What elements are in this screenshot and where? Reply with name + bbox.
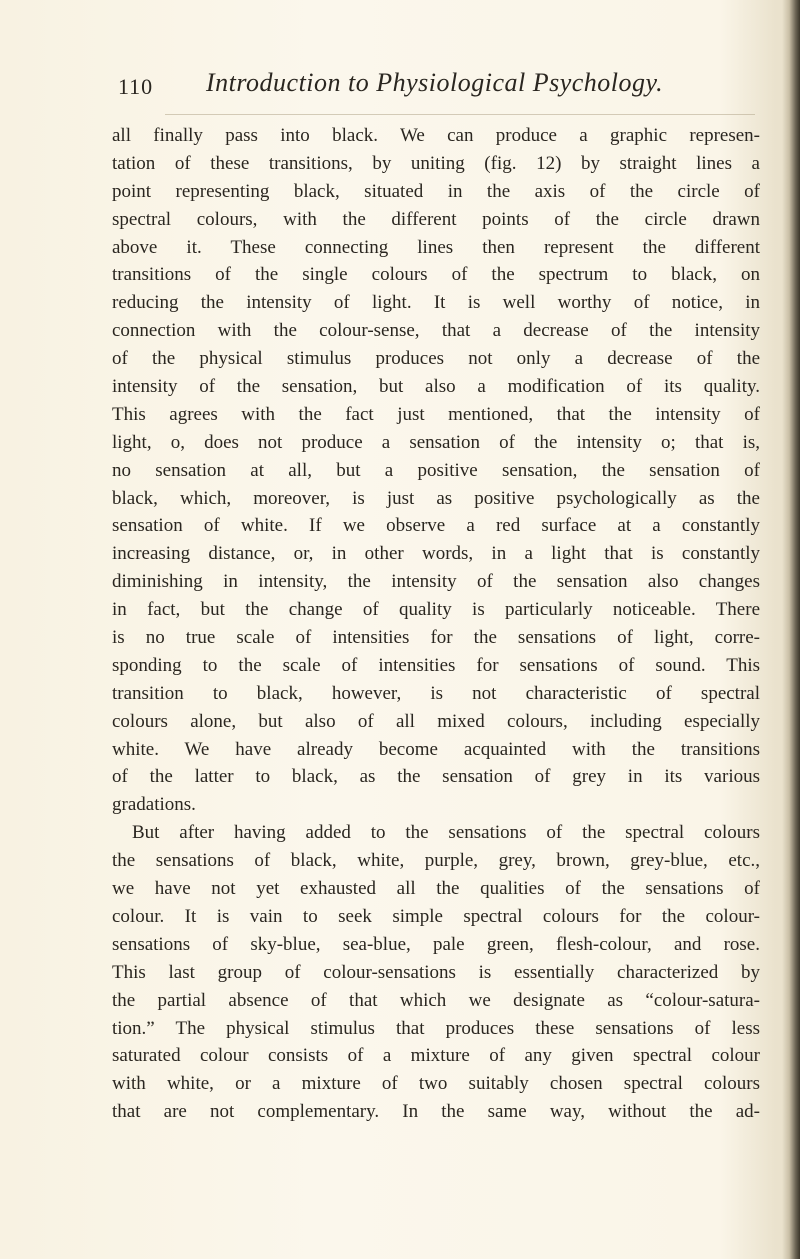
text-line: in fact, but the change of quality is particularly noticeable. There [112,599,760,621]
text-line: reducing the intensity of light. It is well worthy of notice, in [112,292,760,314]
text-line: This agrees with the fact just mentioned, that the intensity of [112,403,760,425]
text-line: of the physical stimulus produces not only a decrease of the [112,348,760,370]
text-line: light, o, does not produce a sensation of the intensity o; that is, [112,431,760,453]
text-line: connection with the colour-sense, that a decrease of the intensity [112,320,760,342]
header-rule [165,114,755,115]
text-line: tion.” The physical stimulus that produces these sensations of less [112,1017,760,1039]
text-line: all finally pass into black. We can produce a graphic represen- [112,125,760,146]
text-line: white. We have already become acquainted with the transitions [112,738,760,760]
text-line: the partial absence of that which we designate as “colour-satura- [112,989,760,1011]
running-head [118,68,738,108]
body-text [112,122,760,1126]
paragraph-start-line: But after having added to the sensations of the spectral colours [132,822,760,844]
running-title: Introduction to Physiological Psychology. [206,68,664,97]
text-line: point representing black, situated in the axis of the circle of [112,180,760,202]
text-line: tation of these transitions, by uniting (fig. 12) by straight lines a [112,152,760,174]
text-line: of the latter to black, as the sensation of grey in its various [112,766,760,788]
page-number: 110 [118,74,154,99]
text-line: we have not yet exhausted all the qualities of the sensations of [112,878,760,900]
text-line: the sensations of black, white, purple, grey, brown, grey-blue, etc., [112,850,760,872]
text-line: above it. These connecting lines then represent the different [112,236,760,258]
text-line: gradations. [112,794,196,816]
text-line: This last group of colour-sensations is essentially characterized by [112,961,760,983]
text-line: diminishing in intensity, the intensity of the sensation also changes [112,571,760,593]
text-line: transition to black, however, is not characteristic of spectral [112,682,760,704]
text-line: transitions of the single colours of the spectrum to black, on [112,264,760,286]
text-line: with white, or a mixture of two suitably chosen spectral colours [112,1073,760,1095]
text-line: sensation of white. If we observe a red surface at a constantly [112,515,760,537]
text-line: spectral colours, with the different points of the circle drawn [112,208,760,230]
text-line: no sensation at all, but a positive sensation, the sensation of [112,459,760,481]
page-edge-shadow [782,0,800,1259]
text-line: that are not complementary. In the same way, without the ad- [112,1101,760,1123]
text-line: sensations of sky-blue, sea-blue, pale green, flesh-colour, and rose. [112,933,760,955]
text-line: intensity of the sensation, but also a modification of its quality. [112,376,760,398]
text-line: sponding to the scale of intensities for sensations of sound. This [112,654,760,676]
text-line: black, which, moreover, is just as positive psychologically as the [112,487,760,509]
text-line: colour. It is vain to seek simple spectral colours for the colour- [112,905,760,927]
text-line: is no true scale of intensities for the sensations of light, corre- [112,627,760,649]
text-line: increasing distance, or, in other words, in a light that is constantly [112,543,760,565]
text-line: colours alone, but also of all mixed colours, including especially [112,710,760,732]
text-line: saturated colour consists of a mixture of any given spectral colour [112,1045,760,1067]
